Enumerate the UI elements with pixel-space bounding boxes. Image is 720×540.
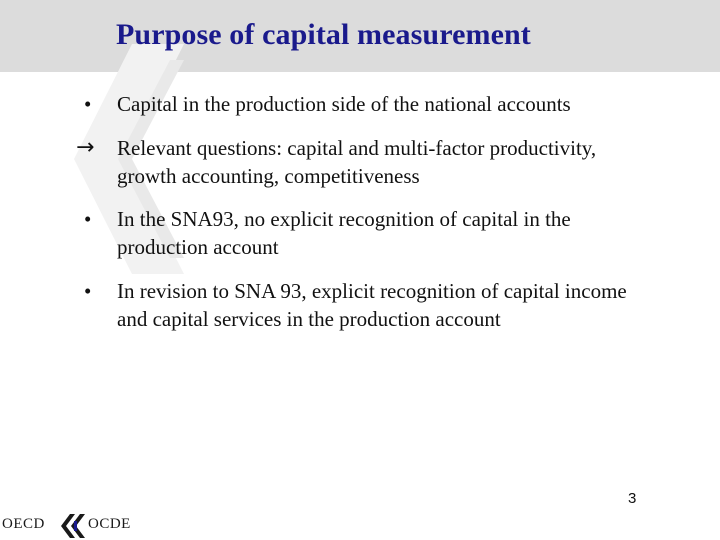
logo-text-ocde: OCDE: [88, 516, 131, 532]
bullet-marker: •: [84, 279, 92, 303]
arrow-text: Relevant questions: capital and multi-factor productivity, growth accounting, competitiveness: [117, 136, 597, 188]
bullet-text: In revision to SNA 93, explicit recognition of capital income and capital services in the production account: [117, 279, 627, 331]
page-number: 3: [628, 490, 637, 507]
bullet-text: Capital in the production side of the national accounts: [117, 92, 571, 116]
logo-text-oecd: OECD: [2, 516, 45, 532]
oecd-logo: [0, 511, 140, 540]
bullet-marker: •: [84, 92, 92, 116]
page-title: Purpose of capital measurement: [116, 18, 531, 51]
bullet-marker: •: [84, 207, 92, 231]
arrow-marker-icon: →: [76, 135, 95, 160]
oecd-double-chevron-icon: [58, 513, 86, 539]
bullet-text: In the SNA93, no explicit recognition of capital in the production account: [117, 207, 571, 259]
